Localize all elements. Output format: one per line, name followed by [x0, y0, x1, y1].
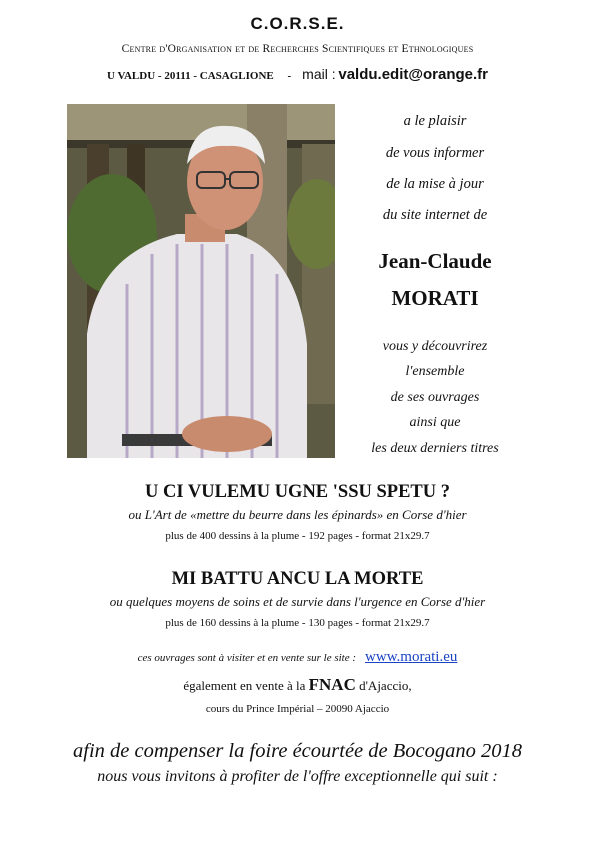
store-name: FNAC — [308, 675, 356, 694]
book-subtitle: ou quelques moyens de soins et de survie dans l'urgence en Corse d'hier — [109, 594, 486, 609]
book-subtitle: ou L'Art de «mettre du beurre dans les épinards» en Corse d'hier — [128, 507, 467, 522]
footer-line: nous vous invitons à profiter de l'offre exceptionnelle qui suit : — [97, 768, 498, 785]
org-acronym: C.O.R.S.E. — [250, 14, 345, 33]
visit-text: ces ouvrages sont à visiter et en vente sur le site : — [137, 652, 357, 664]
address-separator: - — [287, 70, 292, 82]
store-address: cours du Prince Impérial – 20090 Ajaccio — [205, 703, 390, 715]
footer-line: afin de compenser la foire écourtée de Bocogano 2018 — [73, 740, 522, 762]
store-prefix: également en vente à la — [183, 678, 306, 693]
postal-address: U VALDU - 20111 - CASAGLIONE — [106, 70, 274, 82]
discover-line: l'ensemble — [405, 364, 465, 379]
intro-line: de la mise à jour — [386, 176, 484, 192]
store-city: d'Ajaccio, — [359, 678, 412, 693]
book-title: MI BATTU ANCU LA MORTE — [171, 569, 424, 589]
author-last-name: MORATI — [391, 286, 479, 310]
address-line — [0, 66, 595, 83]
author-first-name: Jean-Claude — [378, 249, 492, 273]
author-photo — [67, 104, 335, 458]
intro-line: du site internet de — [382, 207, 488, 223]
website-link[interactable]: www.morati.eu — [365, 649, 458, 665]
discover-line: vous y découvrirez — [382, 339, 488, 354]
intro-line: a le plaisir — [403, 113, 467, 129]
discover-line: ainsi que — [409, 415, 461, 430]
store-line — [0, 675, 595, 695]
book-details: plus de 400 dessins à la plume - 192 pages - format 21x29.7 — [165, 530, 430, 542]
discover-line: de ses ouvrages — [390, 390, 480, 405]
intro-line: de vous informer — [385, 145, 485, 161]
book-title: U CI VULEMU UGNE 'SSU SPETU ? — [145, 482, 450, 502]
mail-label: mail : — [302, 66, 336, 82]
mail-address[interactable]: valdu.edit@orange.fr — [338, 66, 489, 83]
org-full-name: Centre d'Organisation et de Recherches Scientifiques et Ethnologiques — [121, 43, 474, 55]
book-details: plus de 160 dessins à la plume - 130 pages - format 21x29.7 — [165, 617, 430, 629]
discover-line: les deux derniers titres — [371, 441, 499, 456]
visit-line — [0, 649, 595, 666]
